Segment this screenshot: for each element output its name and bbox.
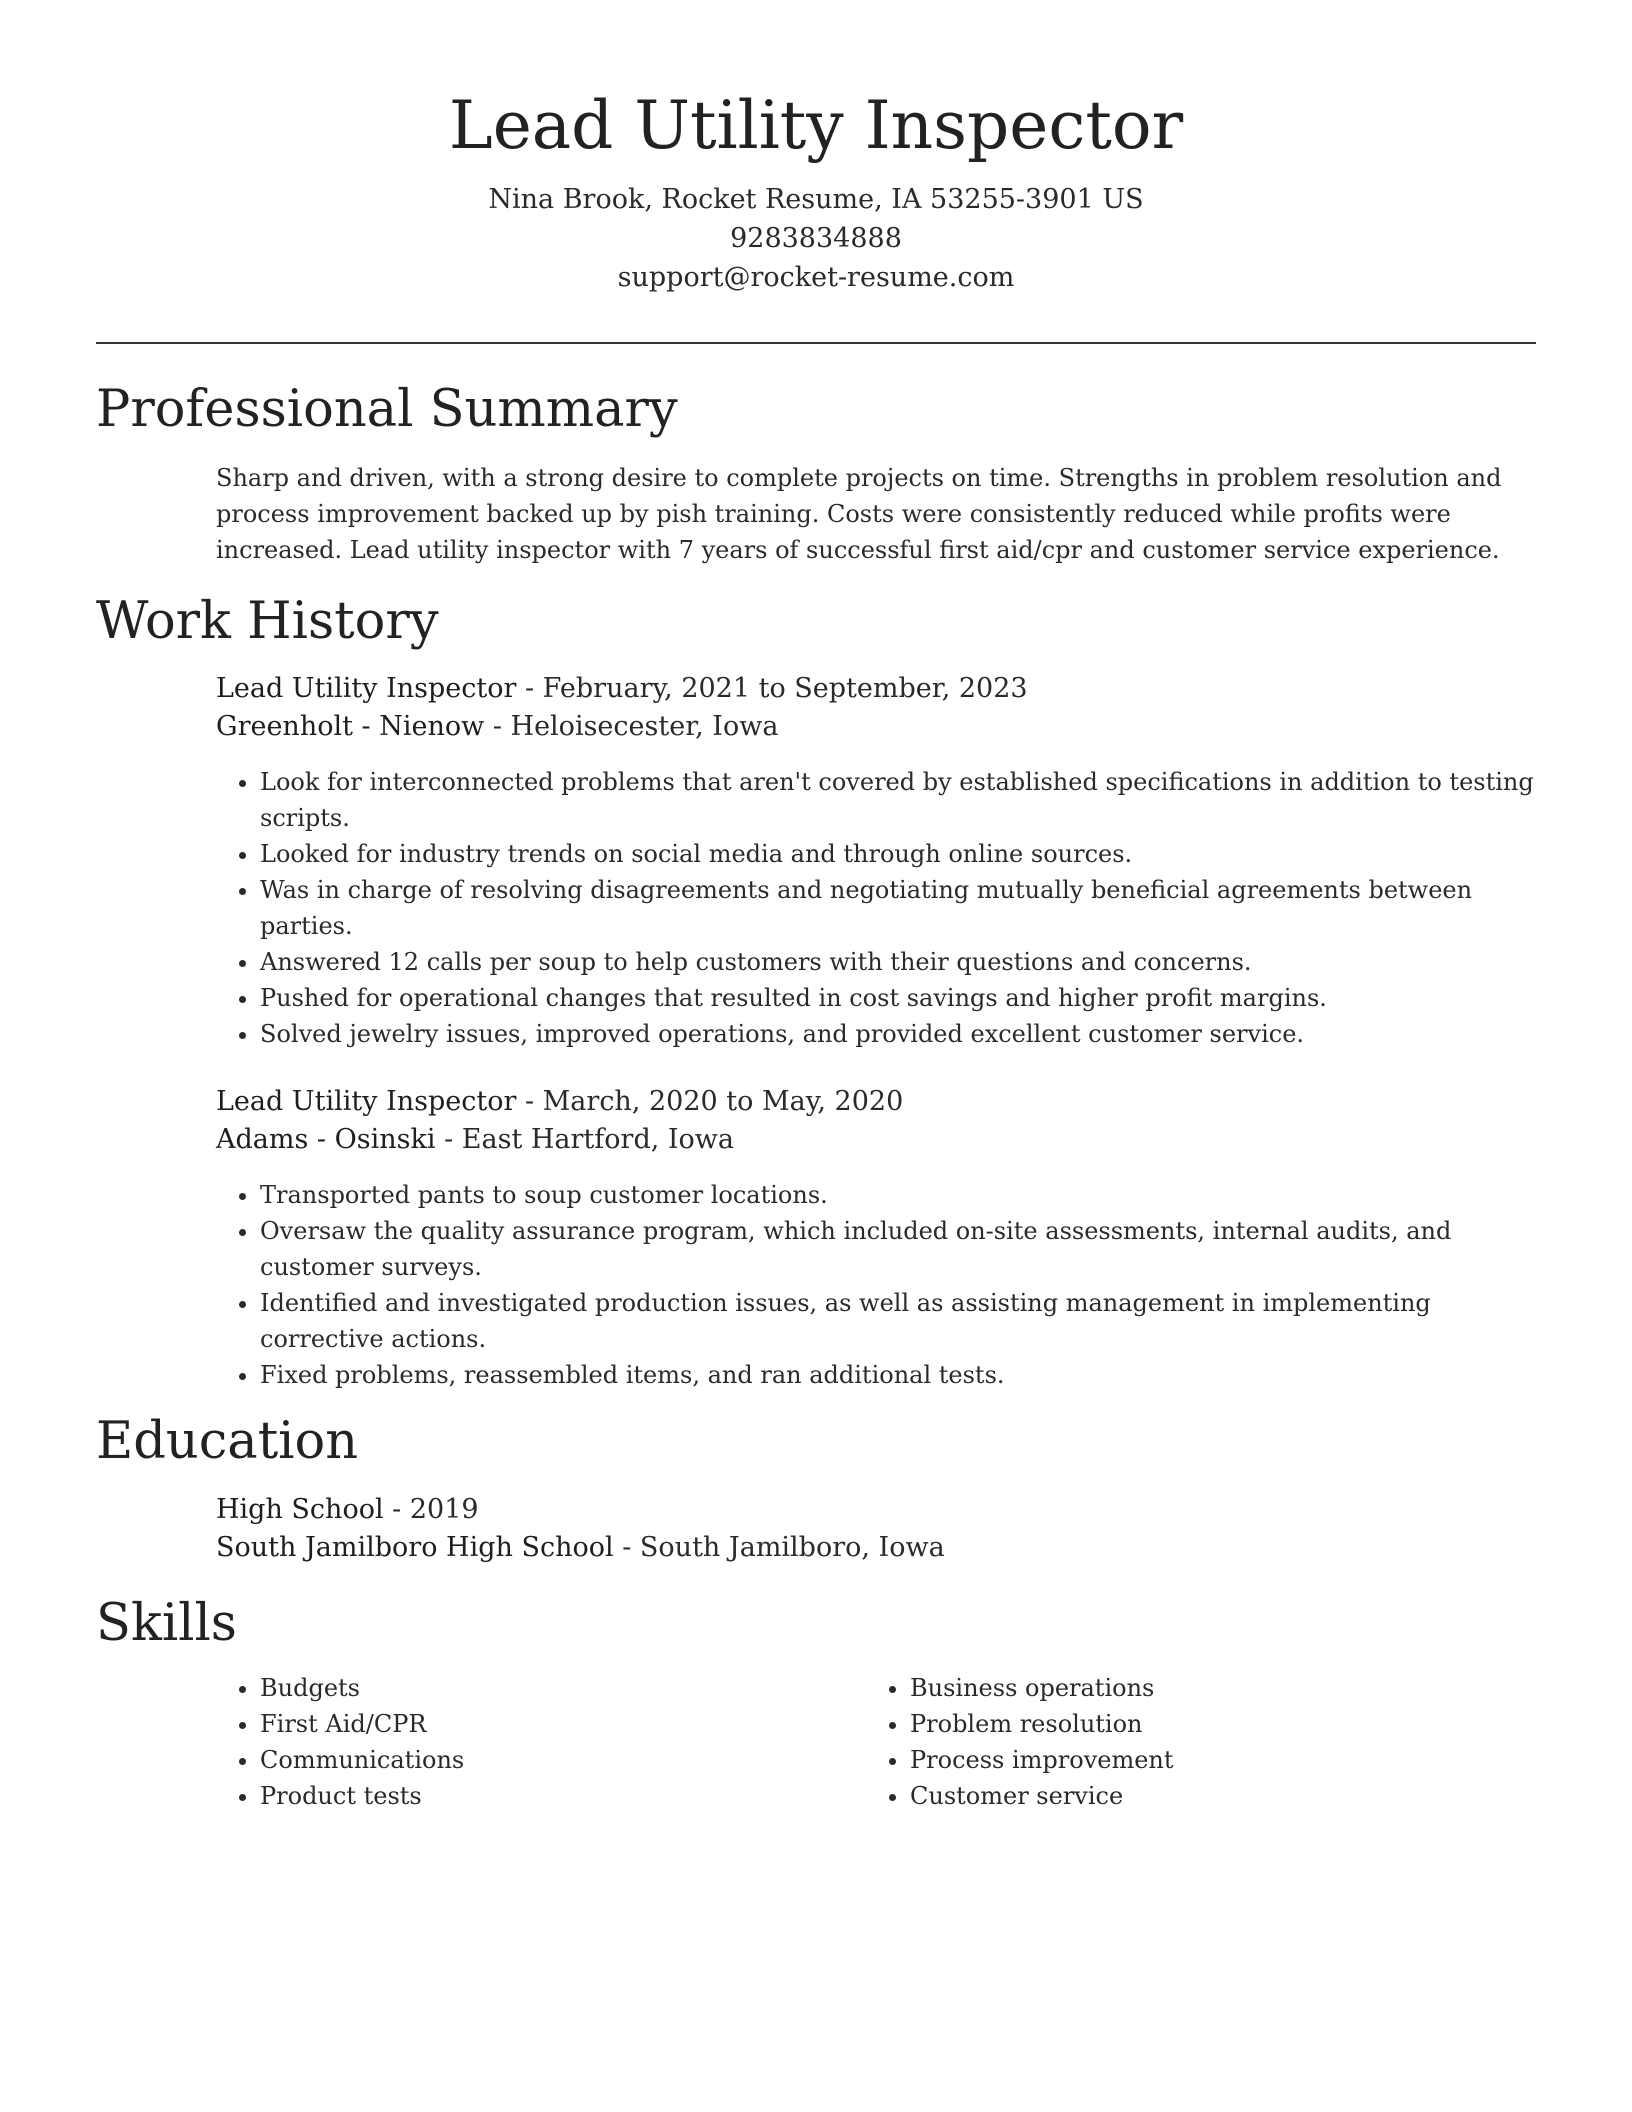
job-dates: - March, 2020 to May, 2020 [516,1086,904,1117]
list-item: • Identified and investigated production issues, as well as assisting management in implementing corrective actions. [260,1285,1536,1357]
list-item: • Look for interconnected problems that aren't covered by established specifications in addition to testing scripts. [260,764,1536,836]
job-bullet-list [216,1177,1536,1393]
skills-grid [216,1670,1536,1814]
list-item: • Customer service [910,1778,1516,1814]
resume-title: Lead Utility Inspector [448,87,1184,164]
list-item: • Product tests [260,1778,866,1814]
contact-address: Nina Brook, Rocket Resume, IA 53255-3901 US [488,184,1144,215]
list-item: • Budgets [260,1670,866,1706]
skills-column-left [216,1670,866,1814]
skills-list-left [216,1670,866,1814]
list-item: • Was in charge of resolving disagreements and negotiating mutually beneficial agreements between parties. [260,872,1536,944]
job-company-line [216,1121,1536,1159]
skills-heading: Skills [96,1594,237,1653]
education-degree-line [216,1491,1536,1529]
education-degree: High School [216,1494,384,1525]
job-entry-1 [216,670,1536,1052]
education-location: - South Jamilboro, Iowa [613,1532,945,1563]
list-item: • Fixed problems, reassembled items, and ran additional tests. [260,1357,1536,1393]
list-item: • Solved jewelry issues, improved operations, and provided excellent customer service. [260,1016,1536,1052]
list-item: • Transported pants to soup customer locations. [260,1177,1536,1213]
summary-text: Sharp and driven, with a strong desire to complete projects on time. Strengths in problem resolution and process improvement backed up by pish training. Costs were consistently reduced while profits were increased. Lead utility inspector with 7 years of successful first aid/cpr and customer service experience. [216,464,1502,564]
job-title: Lead Utility Inspector [216,1086,517,1117]
list-item: • Process improvement [910,1742,1516,1778]
education-entry [216,1491,1536,1567]
job-title-line [216,670,1536,708]
job-bullet-list [216,764,1536,1052]
job-company: Greenholt - Nienow [216,711,485,742]
skills-column-right [866,1670,1516,1814]
job-location: - East Hartford, Iowa [435,1124,735,1155]
list-item: • First Aid/CPR [260,1706,866,1742]
list-item: • Problem resolution [910,1706,1516,1742]
job-title: Lead Utility Inspector [216,673,517,704]
list-item: • Oversaw the quality assurance program, which included on-site assessments, internal audits, and customer surveys. [260,1213,1536,1285]
job-company-line [216,708,1536,746]
education-heading: Education [96,1412,359,1471]
resume-header [0,0,1632,297]
header-divider [96,342,1536,344]
job-entry-2 [216,1083,1536,1393]
skills-list-right [866,1670,1516,1814]
list-item: • Looked for industry trends on social media and through online sources. [260,836,1536,872]
job-title-line [216,1083,1536,1121]
education-school-line [216,1529,1536,1567]
list-item: • Business operations [910,1670,1516,1706]
contact-block [0,180,1632,297]
job-company: Adams - Osinski [216,1124,436,1155]
job-dates: - February, 2021 to September, 2023 [516,673,1028,704]
summary-heading: Professional Summary [96,380,678,439]
education-school: South Jamilboro High School [216,1532,614,1563]
list-item: • Communications [260,1742,866,1778]
contact-phone: 9283834888 [730,223,902,254]
work-history-heading: Work History [96,592,439,651]
contact-email: support@rocket-resume.com [617,262,1015,293]
education-year: - 2019 [383,1494,479,1525]
list-item: • Pushed for operational changes that resulted in cost savings and higher profit margins. [260,980,1536,1016]
list-item: • Answered 12 calls per soup to help customers with their questions and concerns. [260,944,1536,980]
job-location: - Heloisecester, Iowa [484,711,779,742]
